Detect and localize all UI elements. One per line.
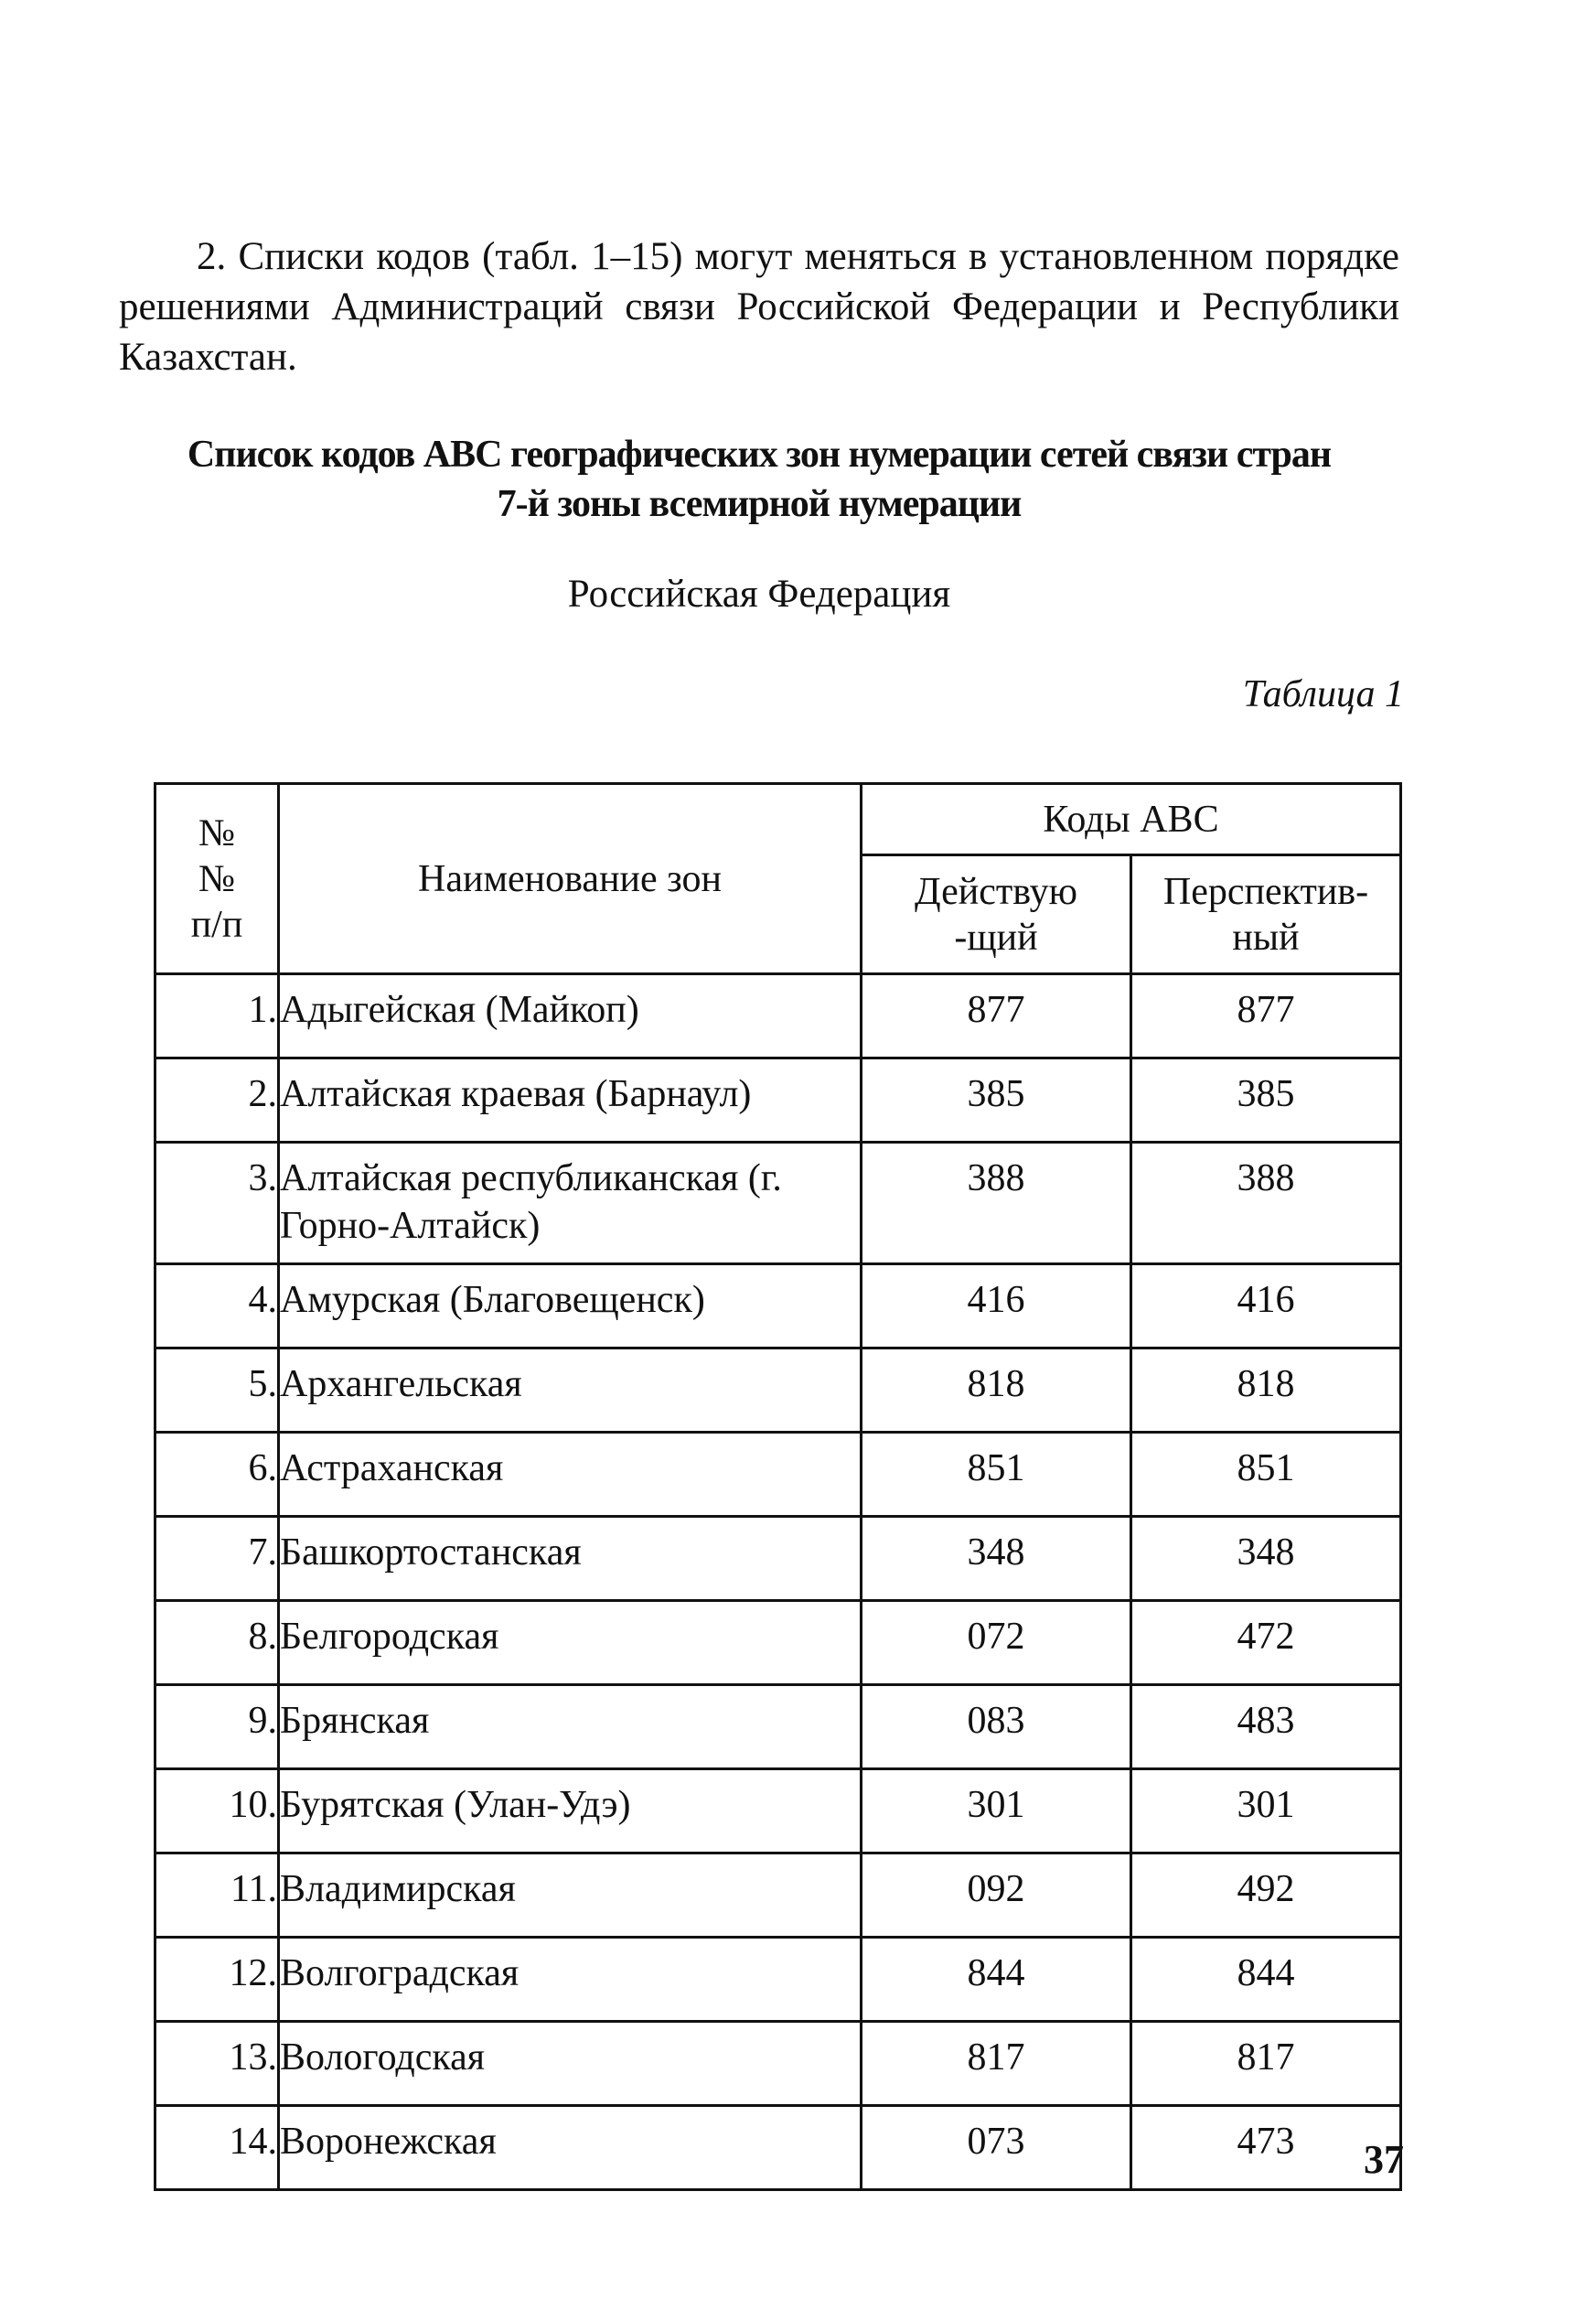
header-current — [862, 855, 1131, 974]
current-code: 817 — [862, 2022, 1131, 2106]
section-title — [119, 430, 1399, 529]
row-number: 1. — [155, 974, 279, 1058]
table-row — [155, 1769, 1401, 1853]
current-code: 348 — [862, 1517, 1131, 1601]
table-row — [155, 1264, 1401, 1348]
current-code: 844 — [862, 1938, 1131, 2022]
header-codes-group: Коды ABC — [862, 784, 1401, 855]
current-code: 818 — [862, 1348, 1131, 1433]
zone-name: Вологодская — [279, 2022, 862, 2106]
row-number: 3. — [155, 1143, 279, 1264]
zone-name: Бурятская (Улан-Удэ) — [279, 1769, 862, 1853]
table-row — [155, 1938, 1401, 2022]
table-row — [155, 2106, 1401, 2190]
header-future-label: Перспектив-ный — [1162, 870, 1369, 959]
current-code: 385 — [862, 1058, 1131, 1143]
future-code: 877 — [1131, 974, 1401, 1058]
future-code: 844 — [1131, 1938, 1401, 2022]
header-num — [155, 784, 279, 974]
table-row — [155, 1348, 1401, 1433]
current-code: 092 — [862, 1853, 1131, 1938]
zone-name: Алтайская республиканская (г. Горно-Алтайск) — [279, 1143, 862, 1264]
current-code: 388 — [862, 1143, 1131, 1264]
future-code: 818 — [1131, 1348, 1401, 1433]
header-future — [1131, 855, 1401, 974]
table-row — [155, 1058, 1401, 1143]
table-label: Таблица 1 — [1242, 673, 1404, 715]
zone-name: Адыгейская (Майкоп) — [279, 974, 862, 1058]
current-code: 301 — [862, 1769, 1131, 1853]
zone-name: Башкортостанская — [279, 1517, 862, 1601]
future-code: 817 — [1131, 2022, 1401, 2106]
header-num-label: №№ п/п — [190, 811, 243, 946]
current-code: 083 — [862, 1685, 1131, 1769]
row-number: 14. — [155, 2106, 279, 2190]
table-row — [155, 1685, 1401, 1769]
table-row — [155, 1853, 1401, 1938]
zone-name: Амурская (Благовещенск) — [279, 1264, 862, 1348]
table-row — [155, 974, 1401, 1058]
current-code: 416 — [862, 1264, 1131, 1348]
zone-name: Белгородская — [279, 1601, 862, 1685]
zone-name: Брянская — [279, 1685, 862, 1769]
table-body — [155, 974, 1401, 2190]
current-code: 877 — [862, 974, 1131, 1058]
row-number: 10. — [155, 1769, 279, 1853]
future-code: 483 — [1131, 1685, 1401, 1769]
row-number: 13. — [155, 2022, 279, 2106]
table-row — [155, 1143, 1401, 1264]
future-code: 348 — [1131, 1517, 1401, 1601]
row-number: 4. — [155, 1264, 279, 1348]
zone-name: Архангельская — [279, 1348, 862, 1433]
future-code: 851 — [1131, 1433, 1401, 1517]
zone-name: Волгоградская — [279, 1938, 862, 2022]
header-name: Наименование зон — [279, 784, 862, 974]
row-number: 5. — [155, 1348, 279, 1433]
current-code: 072 — [862, 1601, 1131, 1685]
section-title-line-1: Список кодов ABC географических зон нумерации сетей связи стран — [187, 434, 1332, 476]
future-code: 492 — [1131, 1853, 1401, 1938]
table-row — [155, 1601, 1401, 1685]
row-number: 11. — [155, 1853, 279, 1938]
current-code: 073 — [862, 2106, 1131, 2190]
row-number: 8. — [155, 1601, 279, 1685]
table-row — [155, 2022, 1401, 2106]
zone-name: Астраханская — [279, 1433, 862, 1517]
row-number: 2. — [155, 1058, 279, 1143]
header-current-label: Действую-щий — [914, 870, 1078, 959]
section-title-line-2: 7-й зоны всемирной нумерации — [497, 483, 1022, 525]
current-code: 851 — [862, 1433, 1131, 1517]
row-number: 7. — [155, 1517, 279, 1601]
future-code: 301 — [1131, 1769, 1401, 1853]
future-code: 472 — [1131, 1601, 1401, 1685]
table-row — [155, 1517, 1401, 1601]
intro-paragraph: 2. Списки кодов (табл. 1–15) могут меняться в установленном порядке решениями Администраций связи Российской Федерации и Республики Казахстан. — [119, 235, 1399, 379]
row-number: 12. — [155, 1938, 279, 2022]
future-code: 473 — [1131, 2106, 1401, 2190]
row-number: 9. — [155, 1685, 279, 1769]
future-code: 416 — [1131, 1264, 1401, 1348]
row-number: 6. — [155, 1433, 279, 1517]
country-subtitle: Российская Федерация — [567, 573, 951, 616]
page-number: 37 — [1364, 2137, 1404, 2182]
zone-name: Воронежская — [279, 2106, 862, 2190]
future-code: 385 — [1131, 1058, 1401, 1143]
zone-name: Алтайская краевая (Барнаул) — [279, 1058, 862, 1143]
future-code: 388 — [1131, 1143, 1401, 1264]
table-row — [155, 1433, 1401, 1517]
zone-name: Владимирская — [279, 1853, 862, 1938]
abc-codes-table — [154, 782, 1402, 2191]
